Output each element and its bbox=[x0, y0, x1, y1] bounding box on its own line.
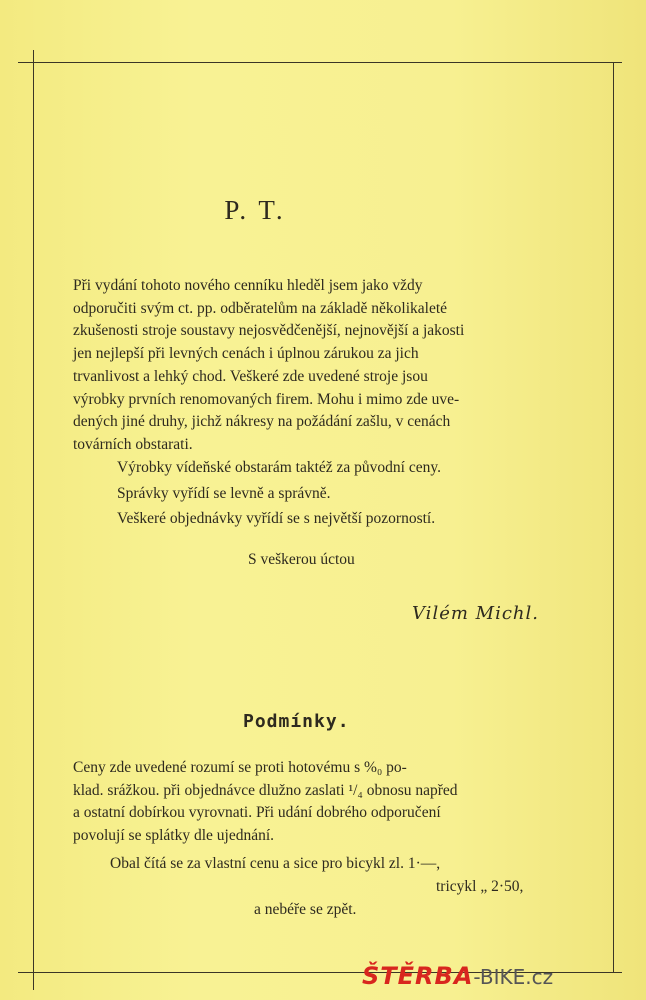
conditions-title: Podmínky. bbox=[243, 711, 350, 732]
vienna-products-line: Výrobky vídeňské obstarám taktéž za původní ceny. bbox=[117, 459, 441, 476]
intro-line: továrních obstarati. bbox=[73, 435, 193, 453]
intro-line: zkušenosti stroje soustavy nejosvědčenější, nejnovější a jakosti bbox=[73, 322, 465, 340]
site-watermark bbox=[362, 962, 553, 990]
intro-line: výrobky prvních renomovaných firem. Mohu i mimo zde uve- bbox=[73, 390, 460, 408]
intro-line: jen nejlepší při levných cenách i úplnou zárukou za jich bbox=[73, 345, 419, 363]
conditions-line: a ostatní dobírkou vyrovnati. Při udání dobrého odporučení bbox=[73, 804, 441, 822]
signature: Vilém Michl. bbox=[412, 603, 539, 624]
watermark-brand: ŠTĚRBA bbox=[362, 962, 474, 990]
orders-line: Veškeré objednávky vyřídí se s největší pozorností. bbox=[117, 510, 436, 527]
frame-left-rule bbox=[33, 50, 34, 990]
intro-line: trvanlivost a lehký chod. Veškeré zde uvedené stroje jsou bbox=[73, 367, 428, 385]
no-return-line: a nebéře se zpět. bbox=[254, 901, 357, 918]
intro-line: Při vydání tohoto nového cenníku hleděl jsem jako vždy bbox=[73, 277, 423, 294]
conditions-line: klad. srážkou. při objednávce dlužno zaslati ¹/₄ obnosu napřed bbox=[73, 781, 458, 799]
repairs-line: Správky vyřídí se levně a správně. bbox=[117, 485, 331, 502]
tricycle-price-line: tricykl „ 2·50, bbox=[436, 878, 524, 895]
watermark-suffix: -BIKE.cz bbox=[473, 965, 554, 989]
page-heading: P. T. bbox=[224, 195, 286, 225]
frame-right-rule bbox=[613, 62, 614, 972]
frame-top-rule bbox=[18, 62, 622, 63]
packing-price-line: Obal čítá se za vlastní cenu a sice pro bicykl zl. 1·—, bbox=[110, 855, 441, 872]
intro-line: odporučiti svým ct. pp. odběratelům na základě několikaleté bbox=[73, 299, 448, 317]
conditions-line: povolují se splátky dle ujednání. bbox=[73, 827, 275, 845]
intro-paragraph bbox=[73, 275, 575, 457]
conditions-line: Ceny zde uvedené rozumí se proti hotovému s %₀ po- bbox=[73, 759, 407, 776]
closing-salutation: S veškerou úctou bbox=[248, 551, 355, 568]
intro-line: dených jiné druhy, jichž nákresy na požádání zašlu, v cenách bbox=[73, 413, 451, 431]
conditions-paragraph bbox=[73, 757, 575, 848]
